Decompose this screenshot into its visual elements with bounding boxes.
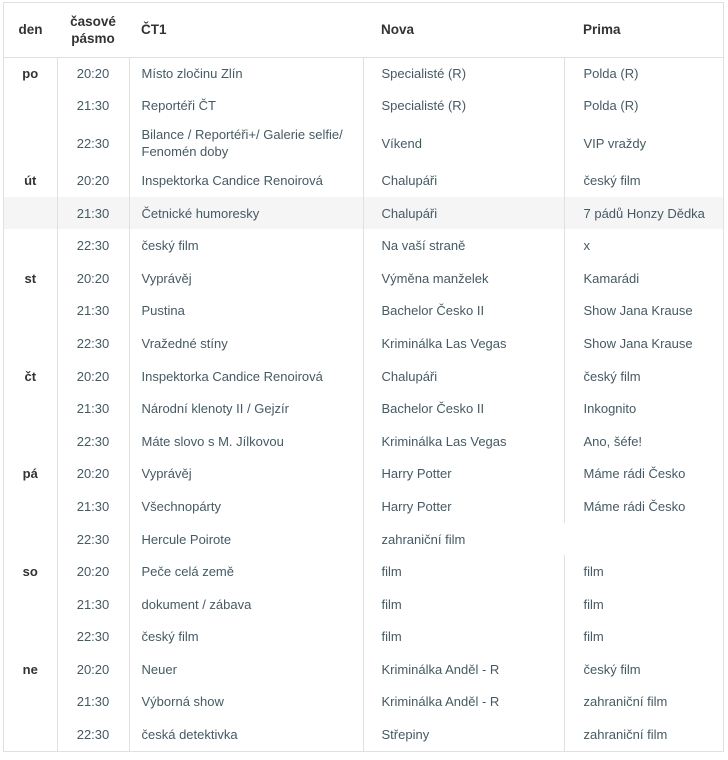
cell-timeband: 22:30 bbox=[57, 425, 129, 458]
cell-prima-program: film bbox=[564, 588, 723, 621]
cell-nova-program: film bbox=[363, 555, 564, 588]
table-row[interactable] bbox=[4, 164, 723, 197]
cell-timeband: 20:20 bbox=[57, 555, 129, 588]
column-header-ct1: ČT1 bbox=[129, 3, 363, 57]
tv-schedule-table bbox=[3, 2, 724, 752]
header-row bbox=[4, 3, 723, 57]
cell-prima-program: český film bbox=[564, 360, 723, 393]
cell-ct1-program: Inspektorka Candice Renoirová bbox=[129, 360, 363, 393]
cell-prima-program: Inkognito bbox=[564, 392, 723, 425]
table-row[interactable] bbox=[4, 653, 723, 686]
cell-ct1-program: Národní klenoty II / Gejzír bbox=[129, 392, 363, 425]
cell-day: st bbox=[24, 270, 37, 286]
cell-timeband: 20:20 bbox=[57, 653, 129, 686]
column-header-timeband: časové pásmo bbox=[57, 3, 129, 57]
cell-prima-program: 7 pádů Honzy Dědka bbox=[564, 197, 723, 230]
table-body bbox=[4, 57, 723, 751]
cell-nova-program: Chalupáři bbox=[363, 164, 564, 197]
cell-day bbox=[4, 295, 57, 328]
cell-nova-program: Výměna manželek bbox=[363, 262, 564, 295]
cell-timeband: 22:30 bbox=[57, 229, 129, 262]
table-row[interactable] bbox=[4, 621, 723, 654]
cell-nova-program: Kriminálka Las Vegas bbox=[363, 425, 564, 458]
cell-prima-program: film bbox=[564, 621, 723, 654]
cell-prima-program: Ano, šéfe! bbox=[564, 425, 723, 458]
cell-day bbox=[4, 718, 57, 751]
cell-day bbox=[4, 229, 57, 262]
column-header-nova: Nova bbox=[363, 3, 564, 57]
cell-prima-program: Máme rádi Česko bbox=[564, 490, 723, 523]
cell-ct1-program: Bilance / Reportéři+/ Galerie selfie/ Fenomén doby bbox=[129, 122, 363, 164]
cell-ct1-program: Peče celá země bbox=[129, 555, 363, 588]
table-row[interactable] bbox=[4, 327, 723, 360]
cell-day: pá bbox=[22, 466, 38, 482]
table-row[interactable] bbox=[4, 718, 723, 751]
cell-ct1-program: Vyprávěj bbox=[129, 262, 363, 295]
table-row[interactable] bbox=[4, 392, 723, 425]
cell-timeband: 20:20 bbox=[57, 164, 129, 197]
cell-timeband: 21:30 bbox=[57, 90, 129, 123]
cell-nova-program: Bachelor Česko II bbox=[363, 392, 564, 425]
cell-day bbox=[4, 90, 57, 123]
cell-day bbox=[4, 425, 57, 458]
cell-nova-program: Harry Potter bbox=[363, 458, 564, 491]
cell-nova-program: Kriminálka Las Vegas bbox=[363, 327, 564, 360]
table-row[interactable] bbox=[4, 295, 723, 328]
cell-ct1-program: Hercule Poirote bbox=[129, 523, 363, 556]
cell-nova-program: Specialisté (R) bbox=[363, 90, 564, 123]
cell-nova-program: Specialisté (R) bbox=[363, 57, 564, 90]
cell-day bbox=[4, 588, 57, 621]
cell-timeband: 21:30 bbox=[57, 686, 129, 719]
cell-nova-program: film bbox=[363, 588, 564, 621]
cell-ct1-program: Vražedné stíny bbox=[129, 327, 363, 360]
cell-nova-program: Na vaší straně bbox=[363, 229, 564, 262]
cell-nova-program: film bbox=[363, 621, 564, 654]
cell-prima-program: VIP vraždy bbox=[564, 122, 723, 164]
cell-timeband: 21:30 bbox=[57, 588, 129, 621]
cell-timeband: 22:30 bbox=[57, 122, 129, 164]
cell-timeband: 21:30 bbox=[57, 490, 129, 523]
cell-ct1-program: Inspektorka Candice Renoirová bbox=[129, 164, 363, 197]
cell-ct1-program: Vyprávěj bbox=[129, 458, 363, 491]
cell-prima-program: český film bbox=[564, 653, 723, 686]
cell-timeband: 21:30 bbox=[57, 392, 129, 425]
cell-nova-program: Chalupáři bbox=[363, 360, 564, 393]
cell-timeband: 22:30 bbox=[57, 718, 129, 751]
cell-ct1-program: dokument / zábava bbox=[129, 588, 363, 621]
table-row[interactable] bbox=[4, 588, 723, 621]
cell-timeband: 21:30 bbox=[57, 295, 129, 328]
cell-prima-program: Show Jana Krause bbox=[564, 327, 723, 360]
table-row[interactable] bbox=[4, 122, 723, 164]
cell-prima-program: Máme rádi Česko bbox=[564, 458, 723, 491]
cell-nova-program: Střepiny bbox=[363, 718, 564, 751]
table-row[interactable] bbox=[4, 262, 723, 295]
table-row[interactable] bbox=[4, 523, 723, 556]
table-row[interactable] bbox=[4, 555, 723, 588]
cell-ct1-program: Máte slovo s M. Jílkovou bbox=[129, 425, 363, 458]
table-row[interactable] bbox=[4, 490, 723, 523]
table-row[interactable] bbox=[4, 425, 723, 458]
cell-day bbox=[4, 197, 57, 230]
cell-timeband: 20:20 bbox=[57, 262, 129, 295]
cell-day: út bbox=[24, 172, 37, 188]
cell-ct1-program: česká detektivka bbox=[129, 718, 363, 751]
cell-nova-program: Chalupáři bbox=[363, 197, 564, 230]
cell-prima-program: zahraniční film bbox=[564, 718, 723, 751]
cell-ct1-program: Reportéři ČT bbox=[129, 90, 363, 123]
cell-day bbox=[4, 122, 57, 164]
cell-ct1-program: český film bbox=[129, 229, 363, 262]
cell-timeband: 21:30 bbox=[57, 197, 129, 230]
cell-timeband: 20:20 bbox=[57, 458, 129, 491]
cell-prima-program: zahraniční film bbox=[564, 686, 723, 719]
cell-prima-program: Polda (R) bbox=[564, 57, 723, 90]
cell-nova-program: Bachelor Česko II bbox=[363, 295, 564, 328]
cell-day: so bbox=[22, 564, 38, 580]
cell-timeband: 20:20 bbox=[57, 360, 129, 393]
table-header bbox=[4, 3, 723, 57]
cell-prima-program: český film bbox=[564, 164, 723, 197]
cell-ct1-program: Výborná show bbox=[129, 686, 363, 719]
cell-day bbox=[4, 490, 57, 523]
cell-ct1-program: Místo zločinu Zlín bbox=[129, 57, 363, 90]
column-header-prima: Prima bbox=[564, 3, 723, 57]
table-row[interactable] bbox=[4, 686, 723, 719]
cell-day bbox=[4, 392, 57, 425]
cell-day: čt bbox=[24, 368, 37, 384]
cell-timeband: 20:20 bbox=[57, 57, 129, 90]
cell-ct1-program: Neuer bbox=[129, 653, 363, 686]
cell-prima-program: x bbox=[564, 229, 723, 262]
cell-nova-program: Kriminálka Anděl - R bbox=[363, 686, 564, 719]
table-row[interactable] bbox=[4, 57, 723, 90]
schedule-table bbox=[4, 3, 723, 751]
cell-day bbox=[4, 621, 57, 654]
cell-day: ne bbox=[22, 661, 38, 677]
cell-prima-program: Show Jana Krause bbox=[564, 295, 723, 328]
cell-ct1-program: Četnické humoresky bbox=[129, 197, 363, 230]
cell-timeband: 22:30 bbox=[57, 523, 129, 556]
cell-nova-program: Kriminálka Anděl - R bbox=[363, 653, 564, 686]
cell-day: po bbox=[22, 66, 39, 82]
cell-prima-program: film bbox=[564, 555, 723, 588]
cell-day bbox=[4, 523, 57, 556]
table-row[interactable] bbox=[4, 360, 723, 393]
column-header-day: den bbox=[4, 3, 57, 57]
table-row[interactable] bbox=[4, 197, 723, 230]
cell-nova-program: zahraniční film bbox=[363, 523, 723, 556]
cell-ct1-program: Pustina bbox=[129, 295, 363, 328]
table-row[interactable] bbox=[4, 458, 723, 491]
table-row[interactable] bbox=[4, 229, 723, 262]
cell-timeband: 22:30 bbox=[57, 621, 129, 654]
cell-day bbox=[4, 686, 57, 719]
cell-ct1-program: český film bbox=[129, 621, 363, 654]
cell-prima-program: Kamarádi bbox=[564, 262, 723, 295]
cell-prima-program: Polda (R) bbox=[564, 90, 723, 123]
cell-nova-program: Harry Potter bbox=[363, 490, 564, 523]
cell-day bbox=[4, 327, 57, 360]
cell-nova-program: Víkend bbox=[363, 122, 564, 164]
cell-timeband: 22:30 bbox=[57, 327, 129, 360]
table-row[interactable] bbox=[4, 90, 723, 123]
cell-ct1-program: Všechnopárty bbox=[129, 490, 363, 523]
